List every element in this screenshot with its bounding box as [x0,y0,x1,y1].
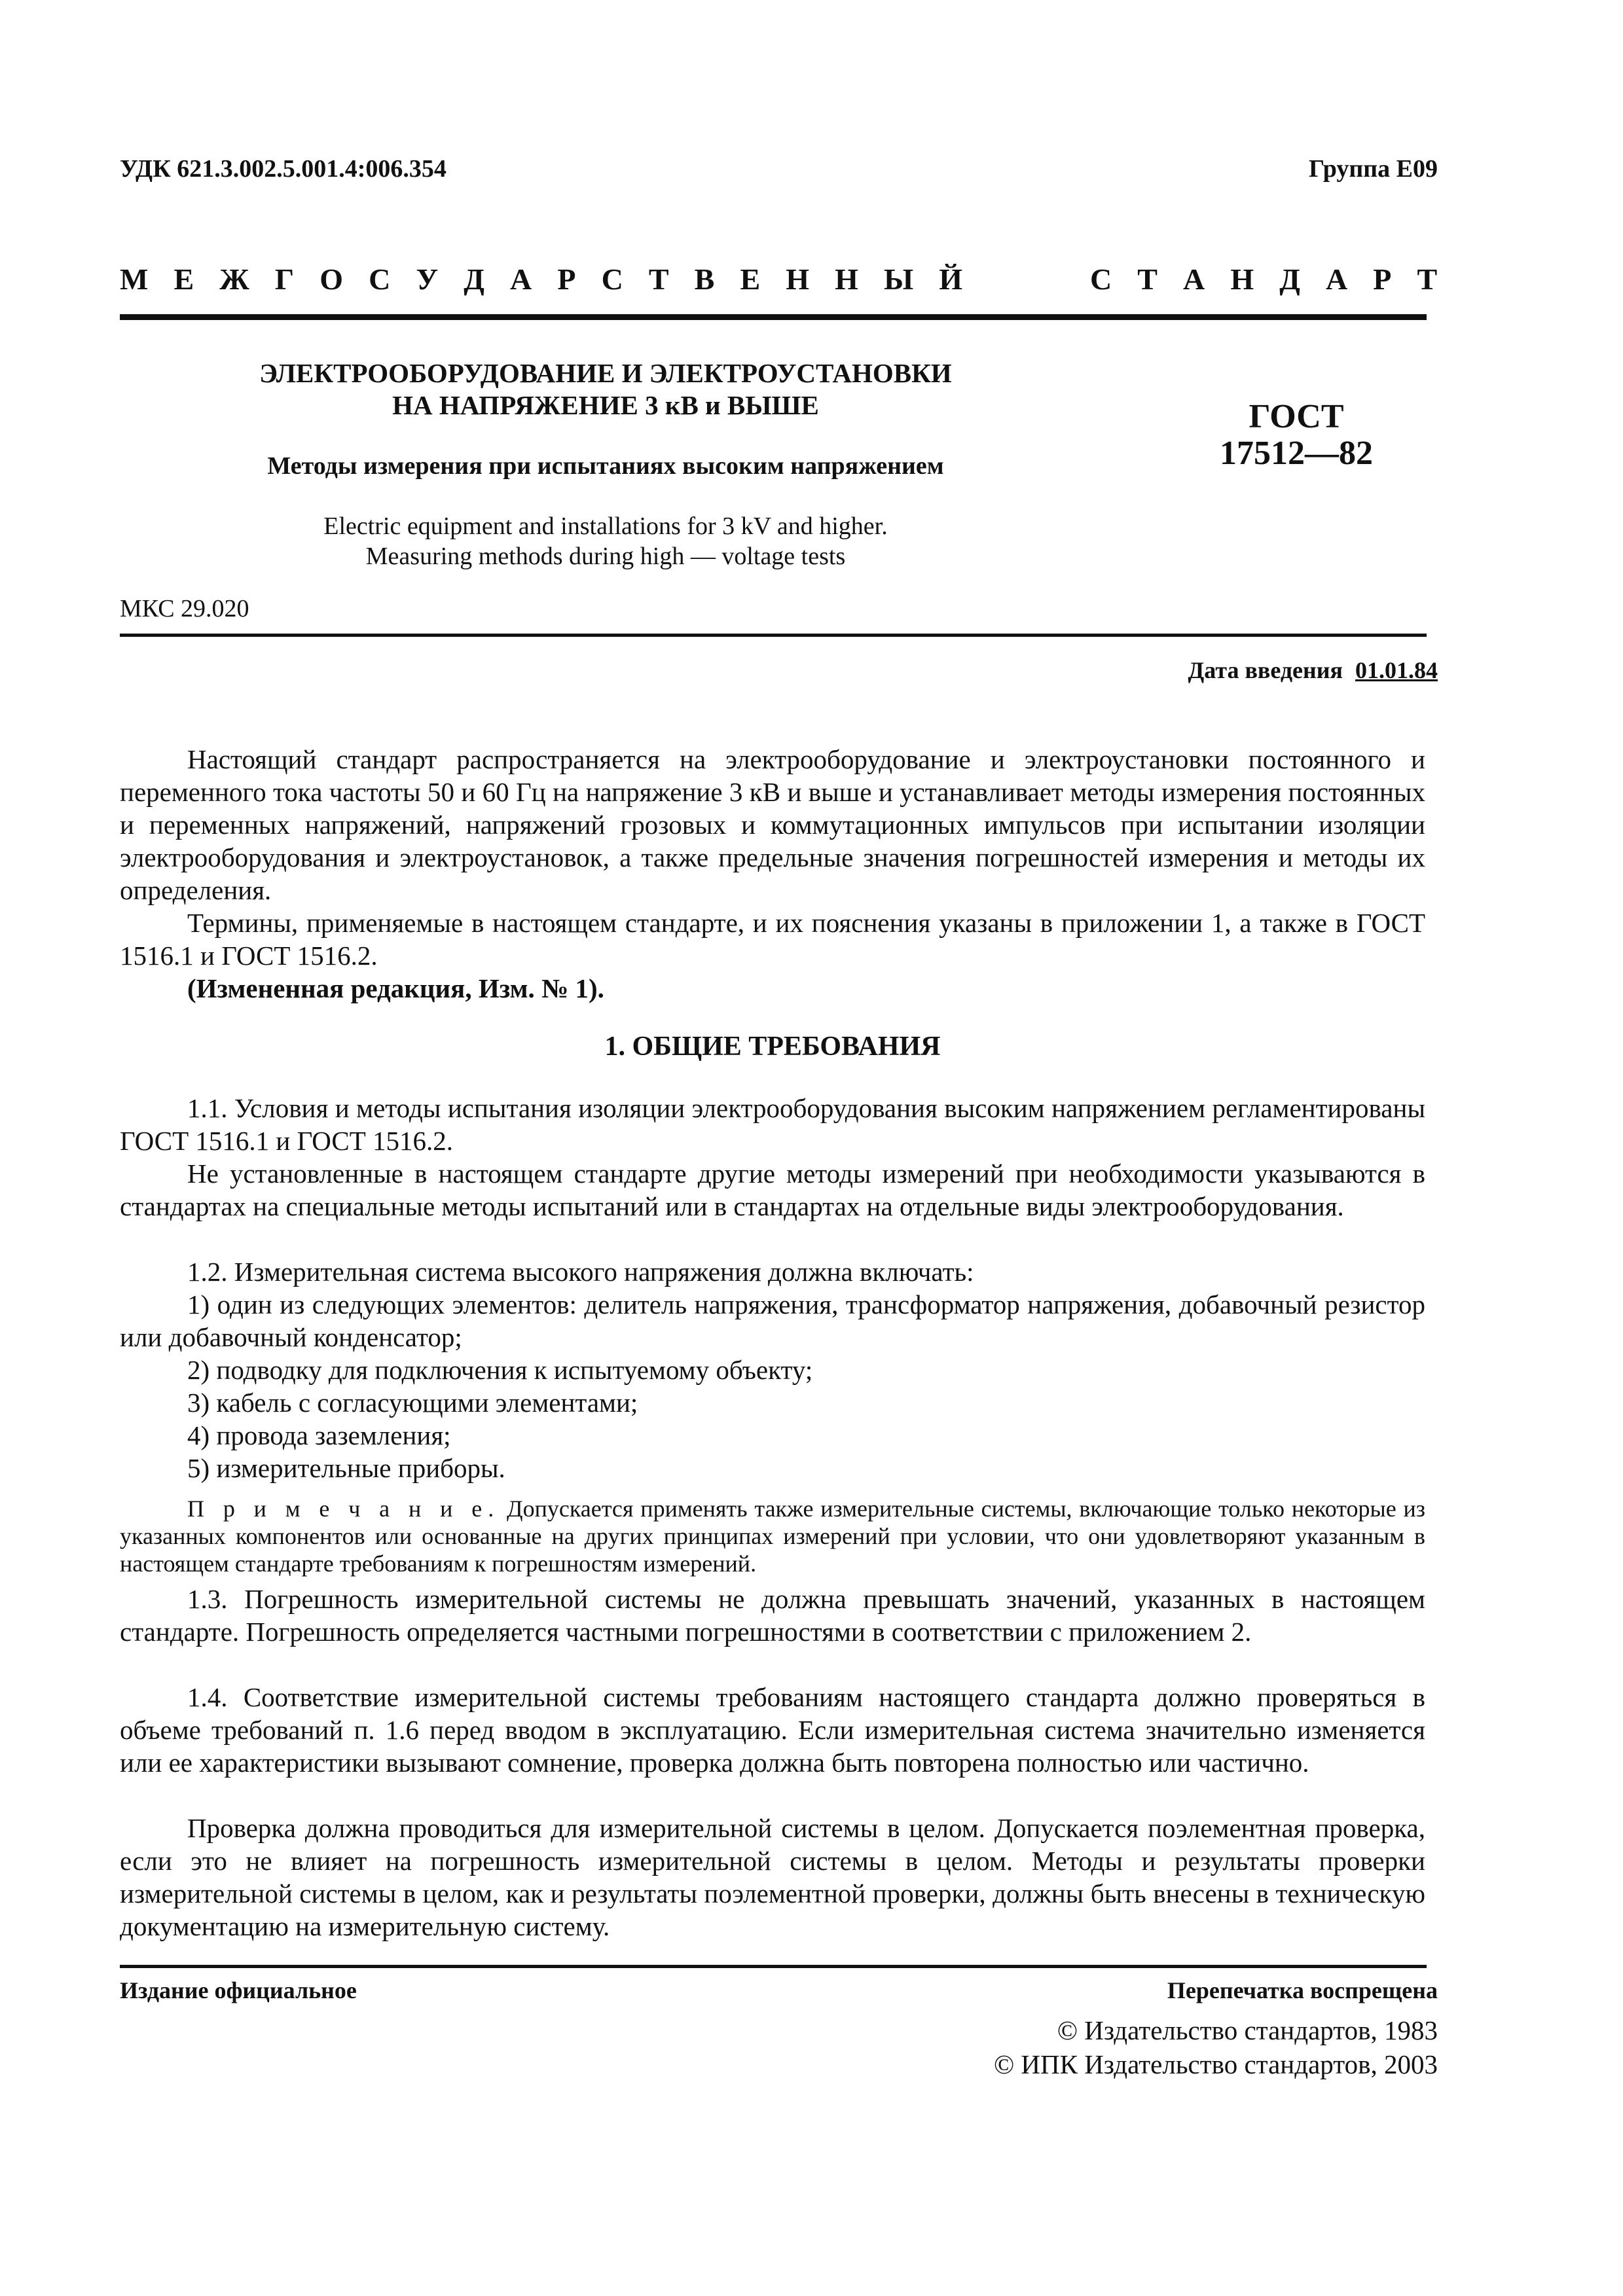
note [120,1495,1425,1577]
group-code: Группа Е09 [1308,155,1438,183]
udk-code: УДК 621.3.002.5.001.4:006.354 [120,155,447,183]
english-title-line-1: Electric equipment and installations for 3 kV and higher. [323,512,888,540]
standard-heading-right: С Т А Н Д А Р Т [1089,262,1446,296]
clause-1-4: 1.4. Соответствие измерительной системы требованиям настоящего стандарта должно проверяться в объеме требований п. 1.6 перед вводом в эксплуатацию. Если измерительная система значительно изменяется или ее характеристики вызывают сомнение, проверка должна быть повторена полностью или частично. [120,1682,1425,1778]
reprint-prohibited: Перепечатка воспрещена [1167,1977,1438,2003]
subtitle: Методы измерения при испытаниях высоким напряжением [267,452,944,480]
list-item-2: 2) подводку для подключения к испытуемому объекту; [187,1355,813,1385]
introduction-date-label: Дата введения [1188,657,1343,683]
clause-1-3: 1.3. Погрешность измерительной системы не должна превышать значений, указанных в настоящем стандарте. Погрешность определяется частными погрешностями в соответствии с приложением 2. [120,1584,1425,1647]
copyright-1983: © Издательство стандартов, 1983 [1057,2015,1438,2045]
copyright-2003: © ИПК Издательство стандартов, 2003 [993,2049,1438,2079]
mks-code: МКС 29.020 [120,595,249,622]
introduction-date-value: 01.01.84 [1355,657,1438,683]
intro-paragraph-2: Термины, применяемые в настоящем стандарте, и их пояснения указаны в приложении 1, а также в ГОСТ 1516.1 и ГОСТ 1516.2. [120,908,1425,971]
list-item-5: 5) измерительные приборы. [187,1453,505,1483]
note-text: Допускается применять также измерительные системы, включающие только некоторые из указанных компонентов или основанные на других принципах измерений при условии, что они удовлетворяют указанным в настоящем стандарте требованиям к погрешностям измерений. [120,1496,1425,1577]
clause-1-1-continued: Не установленные в настоящем стандарте другие методы измерений при необходимости указываются в стандартах на специальные методы испытаний или в стандартах на отдельные виды электрооборудования. [120,1158,1425,1221]
gost-number: 17512—82 [1220,435,1373,472]
title-line-2: НА НАПРЯЖЕНИЕ 3 кВ и ВЫШЕ [392,390,819,420]
clause-1-4-continued: Проверка должна проводиться для измерительной системы в целом. Допускается поэлементная проверка, если это не влияет на погрешность измерительной системы в целом. Методы и результаты проверки измерительной системы в целом, как и результаты поэлементной проверки, должны быть внесены в техническую документацию на измерительную систему. [120,1813,1425,1941]
standard-heading-left: М Е Ж Г О С У Д А Р С Т В Е Н Н Ы Й [120,262,972,296]
title-line-1: ЭЛЕКТРООБОРУДОВАНИЕ И ЭЛЕКТРОУСТАНОВКИ [259,358,952,388]
note-label: П р и м е ч а н и е. [187,1496,500,1522]
clause-1-1: 1.1. Условия и методы испытания изоляции электрооборудования высоким напряжением регламентированы ГОСТ 1516.1 и ГОСТ 1516.2. [120,1093,1425,1156]
footer-rule [120,1965,1427,1968]
list-item-1: 1) один из следующих элементов: делитель напряжения, трансформатор напряжения, добавочный резистор или добавочный конденсатор; [120,1289,1425,1352]
amendment-note: (Измененная редакция, Изм. № 1). [187,973,604,1003]
clause-1-2: 1.2. Измерительная система высокого напряжения должна включать: [187,1257,974,1287]
list-item-4: 4) провода заземления; [187,1420,451,1450]
list-item-3: 3) кабель с согласующими элементами; [187,1388,638,1418]
english-title-line-2: Measuring methods during high — voltage tests [365,543,846,570]
intro-paragraph-1: Настоящий стандарт распространяется на электрооборудование и электроустановки постоянного и переменного тока частоты 50 и 60 Гц на напряжение 3 кВ и выше и устанавливает методы измерения постоянных и переменных напряжений, напряжений грозовых и коммутационных импульсов при испытании изоляции электрооборудования и электроустановок, а также предельные значения погрешностей измерения и методы их определения. [120,744,1425,905]
gost-label: ГОСТ [1249,398,1344,435]
introduction-date [1188,656,1438,684]
official-edition: Издание официальное [120,1977,357,2003]
section-1-heading: 1. ОБЩИЕ ТРЕБОВАНИЯ [604,1031,941,1062]
title-rule [120,634,1427,637]
header-rule [120,314,1427,320]
